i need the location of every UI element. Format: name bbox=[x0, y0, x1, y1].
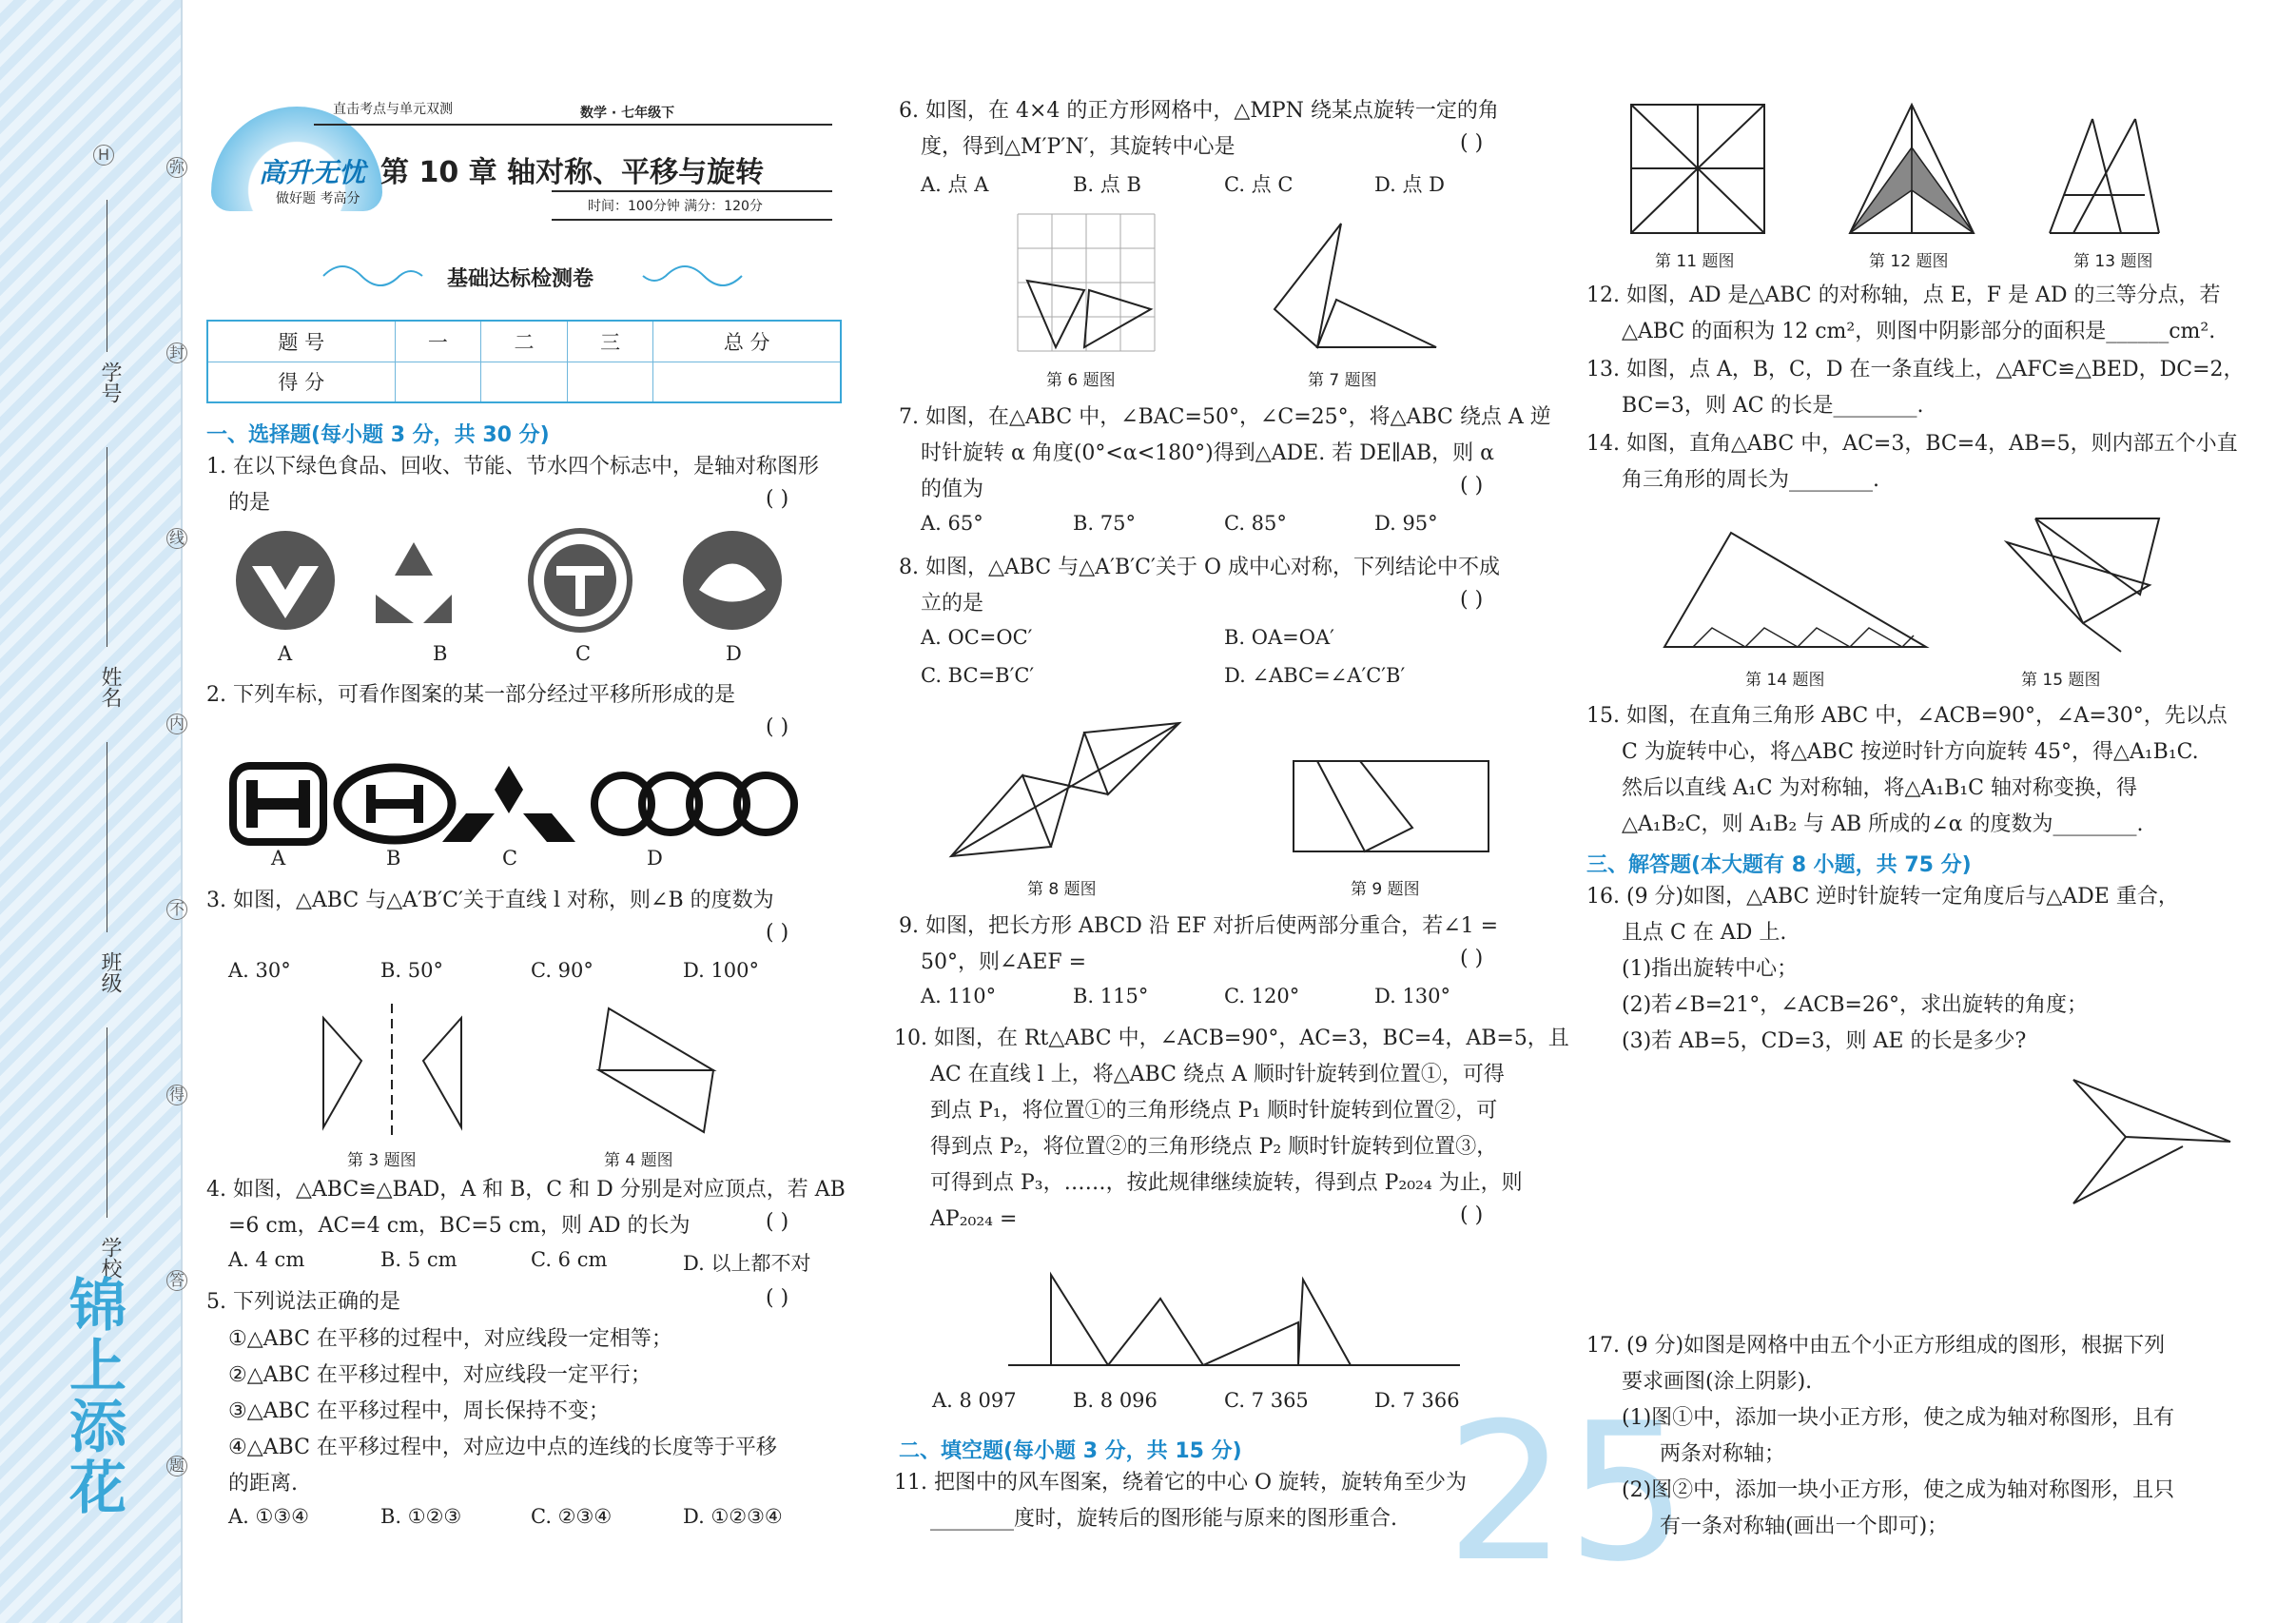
score-header: 二 bbox=[481, 321, 568, 362]
q7-option: C. 85° bbox=[1224, 512, 1287, 535]
q4-option: B. 5 cm bbox=[380, 1248, 457, 1271]
q10-option: D. 7 366 bbox=[1374, 1389, 1460, 1412]
question-9-line1: 9. 如图，把长方形 ABCD 沿 EF 对折后使两部分重合，若∠1 = bbox=[899, 914, 1499, 938]
q14-figure bbox=[1655, 523, 1931, 656]
question-16-part3: (3)若 AB=5，CD=3，则 AE 的长是多少? bbox=[1622, 1029, 2027, 1053]
q2-car-logos bbox=[228, 761, 837, 847]
section-solve-title: 三、解答题(本大题有 8 小题，共 75 分) bbox=[1586, 853, 1972, 877]
q3-option: C. 90° bbox=[531, 959, 593, 982]
score-header: 总 分 bbox=[653, 321, 841, 362]
question-17-part2-cont: 有一条对称轴(画出一个即可)； bbox=[1660, 1515, 1949, 1538]
q7-option: D. 95° bbox=[1374, 512, 1438, 535]
question-4-line1: 4. 如图，△ABC≌△BAD，A 和 B，C 和 D 分别是对应顶点，若 AB bbox=[206, 1178, 846, 1202]
question-12-line2: △ABC 的面积为 12 cm²，则图中阴影部分的面积是______cm². bbox=[1622, 320, 2216, 343]
question-8-line2: 立的是 bbox=[921, 592, 984, 616]
h-mark: H bbox=[93, 145, 114, 166]
score-cell[interactable] bbox=[481, 362, 568, 402]
question-15-line4: △A₁B₂C，则 A₁B₂ 与 AB 所成的∠α 的度数为________. bbox=[1622, 812, 2144, 836]
figure-caption: 第 12 题图 bbox=[1869, 252, 1949, 271]
q7-option: B. 75° bbox=[1073, 512, 1137, 535]
question-13-line1: 13. 如图，点 A，B，C，D 在一条直线上，△AFC≌△BED，DC=2， bbox=[1586, 358, 2245, 381]
q2-option-label: C bbox=[502, 847, 518, 870]
q4-option: A. 4 cm bbox=[228, 1248, 305, 1271]
figure-caption: 第 7 题图 bbox=[1308, 371, 1377, 390]
score-header: 三 bbox=[567, 321, 653, 362]
figure-caption: 第 14 题图 bbox=[1745, 671, 1825, 690]
figure-caption: 第 8 题图 bbox=[1027, 880, 1097, 899]
grade-label: 数学 · 七年级下 bbox=[580, 106, 675, 121]
question-10-line4: 得到点 P₂，将位置②的三角形绕点 P₂ 顺时针旋转到位置③， bbox=[930, 1135, 1498, 1159]
q9-option: D. 130° bbox=[1374, 985, 1451, 1007]
header-rule bbox=[314, 124, 832, 126]
figure-caption: 第 4 题图 bbox=[604, 1151, 673, 1170]
question-15-line3: 然后以直线 A₁C 为对称轴，将△A₁B₁C 轴对称变换，得 bbox=[1622, 776, 2137, 800]
q4-figure bbox=[571, 1004, 742, 1137]
q15-figure bbox=[1978, 509, 2169, 661]
answer-paren: ( ) bbox=[1460, 474, 1484, 498]
question-15-line1: 15. 如图，在直角三角形 ABC 中，∠ACB=90°，∠A=30°，先以点 bbox=[1586, 704, 2228, 728]
answer-paren: ( ) bbox=[766, 921, 789, 945]
chapter-title: 第 10 章 轴对称、平移与旋转 bbox=[380, 156, 765, 189]
answer-paren: ( ) bbox=[766, 1210, 789, 1234]
answer-paren: ( ) bbox=[1460, 947, 1484, 970]
header-rule bbox=[552, 219, 832, 221]
question-10-line2: AC 在直线 l 上，将△ABC 绕点 A 顺时针旋转到位置①，可得 bbox=[930, 1063, 1505, 1086]
question-3: 3. 如图，△ABC 与△A′B′C′关于直线 l 对称，则∠B 的度数为 bbox=[206, 889, 774, 912]
q2-option-label: D bbox=[647, 847, 663, 870]
seal-char: 线 bbox=[166, 528, 187, 549]
score-cell[interactable] bbox=[395, 362, 481, 402]
question-7-line3: 的值为 bbox=[921, 478, 984, 501]
time-score: 时间：100分钟 满分：120分 bbox=[588, 199, 763, 214]
q9-option: C. 120° bbox=[1224, 985, 1300, 1007]
q3-option: D. 100° bbox=[683, 959, 760, 982]
figure-caption: 第 6 题图 bbox=[1046, 371, 1116, 390]
score-header: 一 bbox=[395, 321, 481, 362]
question-1-line1: 1. 在以下绿色食品、回收、节能、节水四个标志中，是轴对称图形 bbox=[206, 455, 819, 479]
q7-figure bbox=[1265, 214, 1455, 357]
seal-char: 不 bbox=[166, 899, 187, 920]
q8-option: A. OC=OC′ bbox=[921, 626, 1033, 649]
q2-option-label: A bbox=[271, 847, 286, 870]
question-10-line3: 到点 P₁，将位置①的三角形绕点 P₁ 顺时针旋转到位置②，可 bbox=[930, 1099, 1498, 1123]
q12-figure bbox=[1840, 100, 1983, 238]
q8-option: C. BC=B′C′ bbox=[921, 664, 1035, 687]
q5-option: D. ①②③④ bbox=[683, 1505, 783, 1528]
question-11-line2: ________度时，旋转后的图形能与原来的图形重合. bbox=[930, 1507, 1397, 1531]
q2-option-label: B bbox=[386, 847, 401, 870]
q11-pinwheel-figure bbox=[1626, 100, 1769, 238]
q5-option: A. ①③④ bbox=[228, 1505, 309, 1528]
score-header: 题 号 bbox=[207, 321, 395, 362]
question-17-part1: (1)图①中，添加一块小正方形，使之成为轴对称图形，且有 bbox=[1622, 1406, 2175, 1430]
q4-option: D. 以上都不对 bbox=[683, 1252, 811, 1275]
question-11-line1: 11. 把图中的风车图案，绕着它的中心 O 旋转，旋转角至少为 bbox=[894, 1471, 1468, 1495]
section-choice-title: 一、选择题(每小题 3 分，共 30 分) bbox=[206, 423, 550, 447]
q13-figure bbox=[2045, 109, 2188, 238]
q6-grid-figure bbox=[1018, 214, 1160, 357]
question-13-line2: BC=3，则 AC 的长是________. bbox=[1622, 394, 1924, 418]
section-fill-title: 二、填空题(每小题 3 分，共 15 分) bbox=[899, 1439, 1242, 1463]
figure-caption: 第 11 题图 bbox=[1655, 252, 1735, 271]
figure-caption: 第 9 题图 bbox=[1351, 880, 1420, 899]
q9-figure bbox=[1289, 756, 1498, 861]
question-1-line2: 的是 bbox=[228, 491, 271, 515]
q4-option: C. 6 cm bbox=[531, 1248, 608, 1271]
question-4-line2: =6 cm，AC=4 cm，BC=5 cm，则 AD 的长为 bbox=[228, 1214, 691, 1238]
brand-logo: 锦上添花 bbox=[60, 1275, 126, 1518]
q6-option: A. 点 A bbox=[921, 173, 989, 196]
answer-paren: ( ) bbox=[766, 487, 789, 511]
paper-subtitle: 基础达标检测卷 bbox=[447, 267, 594, 291]
question-16-part1: (1)指出旋转中心； bbox=[1622, 957, 1799, 981]
figure-caption: 第 3 题图 bbox=[347, 1151, 417, 1170]
logo-slogan: 做好题 考高分 bbox=[276, 191, 360, 206]
q5-statement: ②△ABC 在平移过程中，对应线段一定平行； bbox=[228, 1363, 652, 1387]
question-10-line1: 10. 如图，在 Rt△ABC 中，∠ACB=90°，AC=3，BC=4，AB=5，且 bbox=[894, 1027, 1569, 1050]
q10-option: C. 7 365 bbox=[1224, 1389, 1309, 1412]
figure-caption: 第 15 题图 bbox=[2021, 671, 2101, 690]
q8-figure bbox=[942, 714, 1208, 866]
figure-caption: 第 13 题图 bbox=[2073, 252, 2153, 271]
answer-paren: ( ) bbox=[1460, 588, 1484, 612]
q5-option: C. ②③④ bbox=[531, 1505, 613, 1528]
label-class: 班级 bbox=[98, 951, 122, 993]
question-5: 5. 下列说法正确的是 bbox=[206, 1290, 400, 1314]
series-logo-text: 高升无忧 bbox=[259, 157, 366, 188]
q9-option: A. 110° bbox=[921, 985, 997, 1007]
q1-logos bbox=[233, 528, 842, 642]
q5-option: B. ①②③ bbox=[380, 1505, 462, 1528]
q1-option-label: C bbox=[575, 642, 592, 665]
score-cell[interactable] bbox=[567, 362, 653, 402]
question-16-part2: (2)若∠B=21°，∠ACB=26°，求出旋转的角度； bbox=[1622, 993, 2088, 1017]
q5-statement: ④△ABC 在平移过程中，对应边中点的连线的长度等于平移 bbox=[228, 1436, 777, 1459]
q1-option-label: D bbox=[726, 642, 742, 665]
question-10-line5: 可得到点 P₃，……，按此规律继续旋转，得到点 P₂₀₂₄ 为止，则 bbox=[930, 1171, 1523, 1195]
question-16-line1: 16. (9 分)如图，△ABC 逆时针旋转一定角度后与△ADE 重合， bbox=[1586, 885, 2179, 909]
question-7-line1: 7. 如图，在△ABC 中，∠BAC=50°，∠C=25°，将△ABC 绕点 A 逆 bbox=[899, 405, 1551, 429]
question-17-part2: (2)图②中，添加一块小正方形，使之成为轴对称图形，且只 bbox=[1622, 1478, 2175, 1502]
question-9-line2: 50°，则∠AEF = bbox=[921, 950, 1087, 974]
answer-paren: ( ) bbox=[766, 1286, 789, 1310]
q9-option: B. 115° bbox=[1073, 985, 1149, 1007]
answer-paren: ( ) bbox=[1460, 131, 1484, 155]
question-17-line2: 要求画图(涂上阴影). bbox=[1622, 1370, 1813, 1394]
q1-option-label: B bbox=[433, 642, 448, 665]
question-17-part1-cont: 两条对称轴； bbox=[1660, 1442, 1786, 1466]
q5-statement: 的距离. bbox=[228, 1472, 298, 1496]
q5-statement: ①△ABC 在平移的过程中，对应线段一定相等； bbox=[228, 1327, 672, 1351]
question-6-line1: 6. 如图，在 4×4 的正方形网格中，△MPN 绕某点旋转一定的角 bbox=[899, 99, 1499, 123]
label-name: 姓名 bbox=[98, 666, 122, 708]
question-7-line2: 时针旋转 α 角度(0°<α<180°)得到△ADE. 若 DE∥AB，则 α bbox=[921, 441, 1494, 465]
seal-char: 题 bbox=[166, 1456, 187, 1476]
label-student-id: 学号 bbox=[98, 362, 122, 403]
seal-char: 封 bbox=[166, 342, 187, 363]
q10-figure bbox=[1003, 1256, 1469, 1379]
seal-char: 答 bbox=[166, 1270, 187, 1291]
q6-option: C. 点 C bbox=[1224, 173, 1294, 196]
question-6-line2: 度，得到△M′P′N′，其旋转中心是 bbox=[921, 135, 1236, 159]
q3-figure bbox=[304, 999, 495, 1142]
binding-border bbox=[181, 0, 183, 1623]
label-school: 学校 bbox=[98, 1237, 122, 1279]
seal-char: 弥 bbox=[166, 157, 187, 178]
q10-option: B. 8 096 bbox=[1073, 1389, 1158, 1412]
q6-option: D. 点 D bbox=[1374, 173, 1445, 196]
q16-figure bbox=[2069, 1070, 2249, 1213]
score-row-label: 得 分 bbox=[207, 362, 395, 402]
q1-option-label: A bbox=[278, 642, 293, 665]
header-rule bbox=[552, 190, 832, 192]
question-12-line1: 12. 如图，AD 是△ABC 的对称轴，点 E，F 是 AD 的三等分点，若 bbox=[1586, 284, 2221, 307]
question-17-line1: 17. (9 分)如图是网格中由五个小正方形组成的图形，根据下列 bbox=[1586, 1334, 2166, 1358]
q6-option: B. 点 B bbox=[1073, 173, 1141, 196]
score-cell[interactable] bbox=[653, 362, 841, 402]
question-2: 2. 下列车标，可看作图案的某一部分经过平移所形成的是 bbox=[206, 683, 735, 707]
q8-option: D. ∠ABC=∠A′C′B′ bbox=[1224, 664, 1406, 687]
seal-char: 内 bbox=[166, 714, 187, 734]
question-15-line2: C 为旋转中心，将△ABC 按逆时针方向旋转 45°，得△A₁B₁C. bbox=[1622, 740, 2199, 764]
answer-paren: ( ) bbox=[766, 715, 789, 739]
q3-option: A. 30° bbox=[228, 959, 291, 982]
question-10-line6: AP₂₀₂₄ = bbox=[930, 1207, 1018, 1231]
q7-option: A. 65° bbox=[921, 512, 983, 535]
answer-paren: ( ) bbox=[1460, 1203, 1484, 1227]
q5-statement: ③△ABC 在平移过程中，周长保持不变； bbox=[228, 1399, 610, 1423]
q10-option: A. 8 097 bbox=[932, 1389, 1017, 1412]
q8-option: B. OA=OA′ bbox=[1224, 626, 1334, 649]
seal-char: 得 bbox=[166, 1085, 187, 1105]
question-14-line1: 14. 如图，直角△ABC 中，AC=3，BC=4，AB=5，则内部五个小直 bbox=[1586, 432, 2238, 456]
series-tagline: 直击考点与单元双测 bbox=[333, 102, 453, 117]
question-16-line2: 且点 C 在 AD 上. bbox=[1622, 921, 1787, 945]
page-number: 25 bbox=[1446, 1382, 1688, 1604]
q3-option: B. 50° bbox=[380, 959, 444, 982]
question-14-line2: 角三角形的周长为________. bbox=[1622, 468, 1879, 492]
score-table bbox=[206, 320, 842, 403]
question-8-line1: 8. 如图，△ABC 与△A′B′C′关于 O 成中心对称，下列结论中不成 bbox=[899, 556, 1501, 579]
